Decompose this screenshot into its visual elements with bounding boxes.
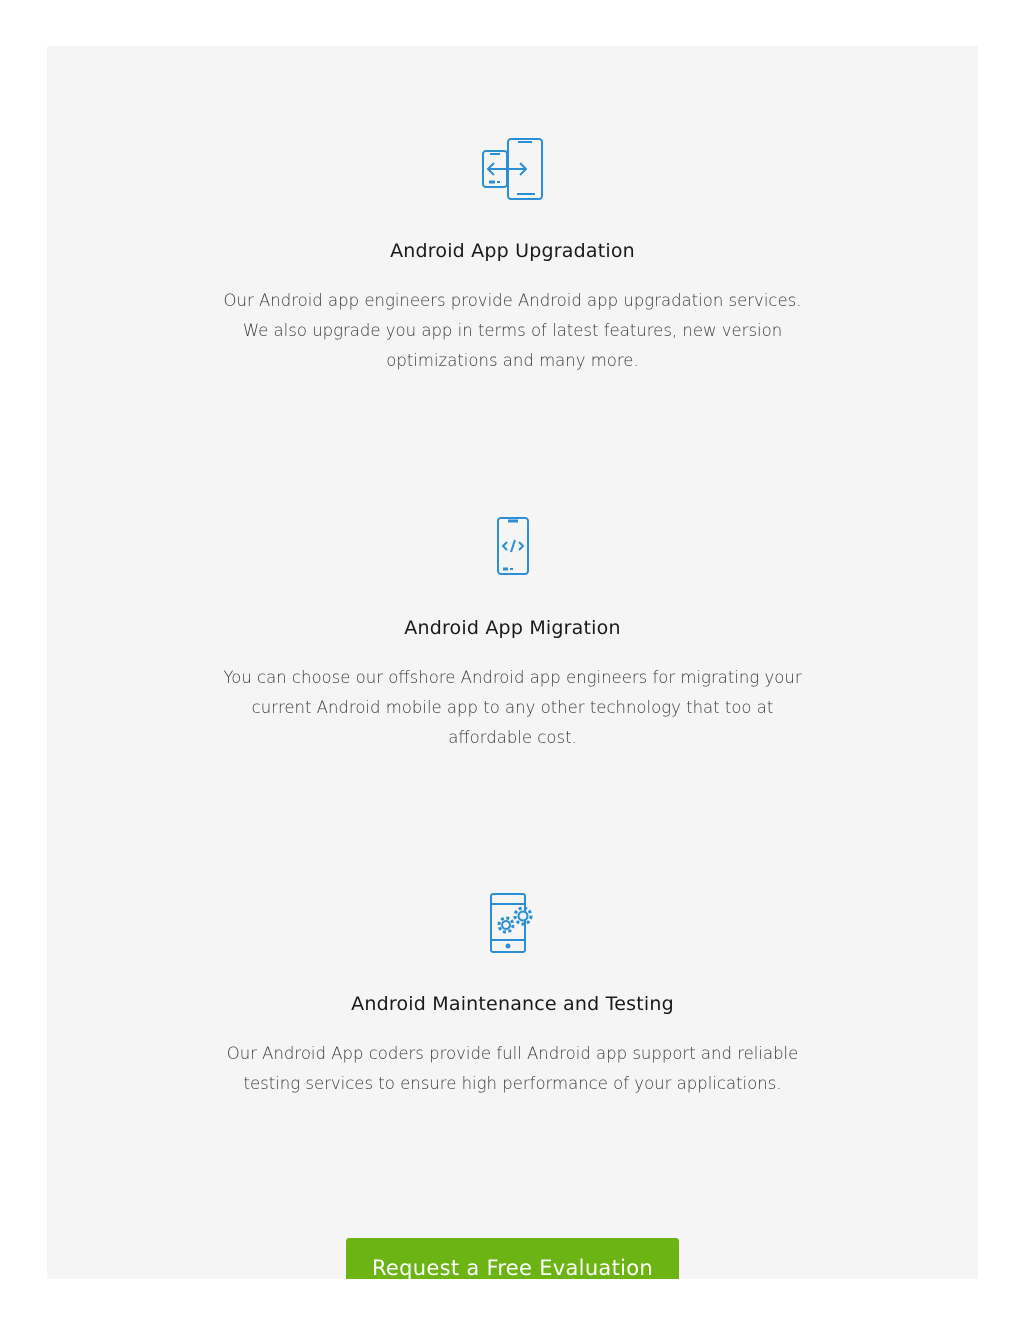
phone-gears-icon	[47, 892, 978, 954]
service-title: Android App Migration	[404, 617, 621, 639]
service-title: Android App Upgradation	[390, 240, 635, 262]
service-description: You can choose our offshore Android app engineers for migrating your current Android mobile app to any other technology that too at affordable cost.	[223, 668, 802, 747]
service-description: Our Android app engineers provide Android app upgradation services. We also upgrade you app in terms of latest features, new version optimizations and many more.	[223, 291, 802, 370]
request-evaluation-label: Request a Free Evaluation	[371, 1256, 654, 1279]
phone-code-icon	[47, 516, 978, 576]
service-description: Our Android App coders provide full Android app support and reliable testing services to ensure high performance of your applications.	[226, 1044, 799, 1093]
services-panel	[47, 46, 978, 1279]
phone-transfer-icon	[47, 138, 978, 202]
request-evaluation-button[interactable]	[346, 1238, 679, 1279]
service-title: Android Maintenance and Testing	[351, 993, 674, 1015]
